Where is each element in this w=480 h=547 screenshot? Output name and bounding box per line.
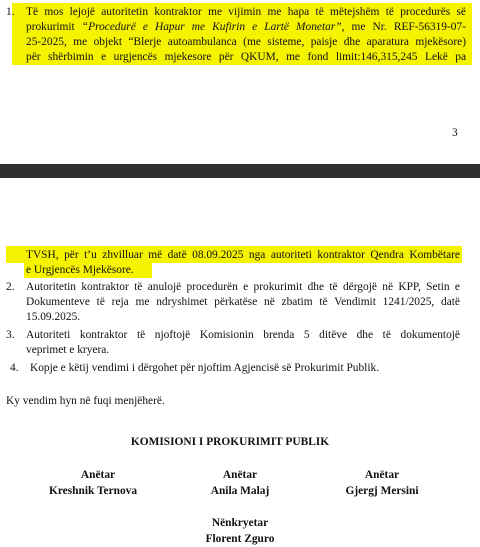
item-number-2: 2.	[6, 281, 15, 293]
commission-title: KOMISIONI I PROKURIMIT PUBLIK	[130, 436, 330, 448]
member-name-2: Anila Malaj	[210, 485, 270, 497]
item1-line3: 25-2025, me objekt “Blerje autoambulanca (me sisteme, paisje dhe aparatura mjekësore)	[26, 36, 466, 48]
item1-line1: Të mos lejojë autoritetin kontraktor me vijimin me hapa të mëtejshëm të procedurës së	[26, 6, 466, 18]
member-role-2: Anëtar	[222, 469, 258, 481]
continuation-line1: TVSH, për t’u zhvilluar më datë 08.09.2025 nga autoriteti kontraktor Qendra Kombëtare	[26, 249, 460, 261]
item1-line2-suffix: me Nr. REF-56319-07-	[344, 21, 466, 33]
continuation-line2: e Urgjencës Mjekësore.	[26, 264, 134, 276]
member-name-1: Kreshnik Ternova	[48, 485, 138, 497]
vice-chair-role: Nënkryetar	[211, 517, 269, 529]
item1-line2-prefix: prokurimit	[26, 21, 82, 33]
item-number-1: 1.	[6, 6, 15, 18]
member-name-3: Gjergj Mersini	[345, 485, 419, 497]
item3-line1: Autoriteti kontraktor të njoftojë Komisionin brenda 5 ditëve dhe të dokumentojë	[26, 329, 460, 341]
member-role-3: Anëtar	[364, 469, 400, 481]
item-number-3: 3.	[6, 329, 15, 341]
procedure-name: “Procedurë e Hapur me Kufirin e Lartë Monetar”,	[81, 21, 345, 33]
item2-line2: Dokumenteve të reja me ndryshimet përkatëse në zbatim të Vendimit 1241/2025, datë	[26, 296, 460, 308]
effect-statement: Ky vendim hyn në fuqi menjëherë.	[6, 395, 165, 407]
item1-line4: për shërbimin e urgjencës mjekesore për QKUM, me fond limit:146,315,245 Lekë pa	[26, 51, 466, 63]
item2-line1: Autoritetin kontraktor të anulojë procedurën e prokurimit dhe të dërgojë në KPP, Setin e	[26, 281, 460, 293]
item2-line3: 15.09.2025.	[26, 311, 81, 323]
item-number-4: 4.	[10, 362, 19, 374]
item4-line1: Kopje e këtij vendimi i dërgohet për njoftim Agjencisë së Prokurimit Publik.	[30, 362, 380, 374]
page-number: 3	[452, 127, 458, 139]
item3-line2: veprimet e kryera.	[26, 344, 110, 356]
page-break-separator	[0, 164, 480, 178]
member-role-1: Anëtar	[80, 469, 116, 481]
item1-line2	[26, 20, 466, 35]
vice-chair-name: Florent Zguro	[205, 533, 275, 545]
